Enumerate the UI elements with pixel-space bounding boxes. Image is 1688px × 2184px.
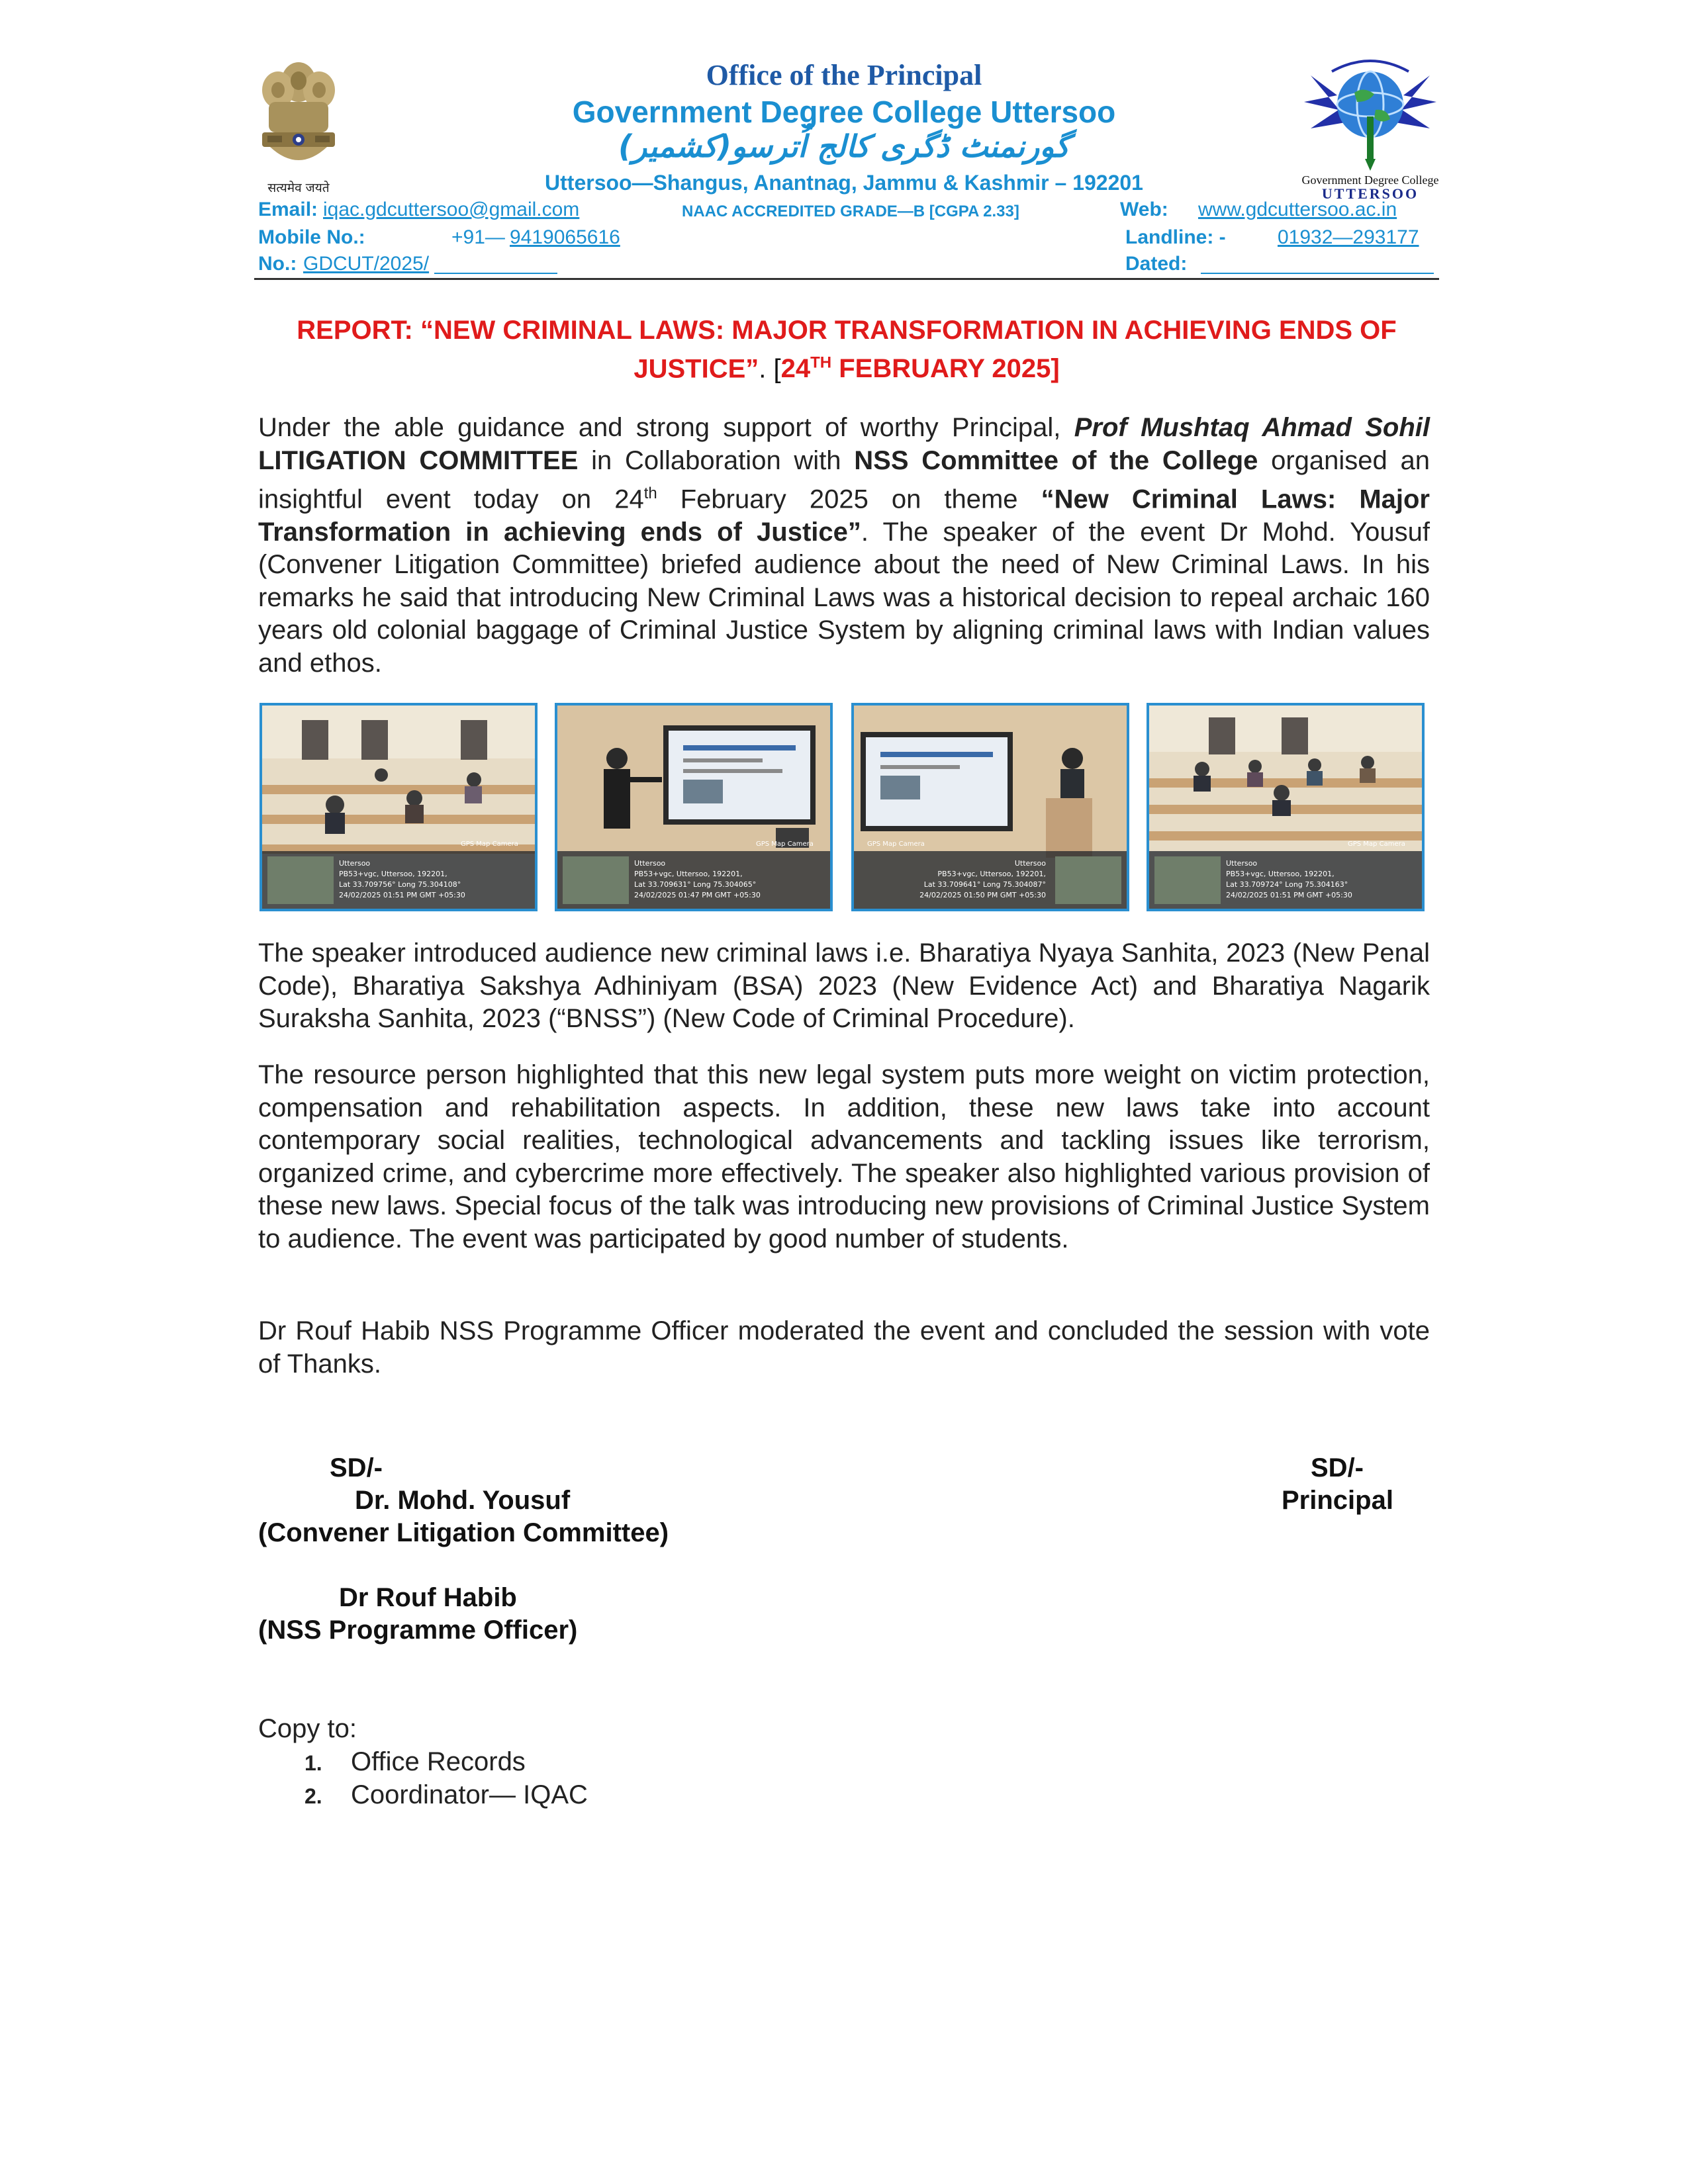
signatory-role-convener: (Convener Litigation Committee) <box>258 1518 669 1547</box>
naac-accreditation: NAAC ACCREDITED GRADE—B [CGPA 2.33] <box>682 203 1019 220</box>
event-photo-1 <box>259 703 538 911</box>
litigation-committee: LITIGATION COMMITTEE <box>258 445 579 475</box>
college-logo <box>1291 56 1450 201</box>
photo-2-badge: GPS Map Camera <box>756 841 814 848</box>
photo-3-caption-place: Uttersoo <box>1014 859 1046 868</box>
header-divider <box>254 278 1439 280</box>
photo-2-caption-time: 24/02/2025 01:47 PM GMT +05:30 <box>634 891 761 899</box>
mobile-label: Mobile No.: <box>258 226 365 248</box>
signatory-name-nss: Dr Rouf Habib <box>339 1583 517 1612</box>
contact-row-email <box>258 199 1435 225</box>
signatory-role-nss: (NSS Programme Officer) <box>258 1615 578 1645</box>
photo-4-caption-place: Uttersoo <box>1226 859 1258 868</box>
photo-3-caption-time: 24/02/2025 01:50 PM GMT +05:30 <box>919 891 1046 899</box>
signature-sd-right: SD/- <box>1311 1453 1364 1482</box>
dated-label: Dated: <box>1125 253 1188 275</box>
photo-1-badge: GPS Map Camera <box>461 841 518 848</box>
contact-row-phone <box>258 226 1435 253</box>
email-link[interactable]: iqac.gdcuttersoo@gmail.com <box>323 199 580 220</box>
photo-1-caption-time: 24/02/2025 01:51 PM GMT +05:30 <box>339 891 465 899</box>
event-photo-4 <box>1147 703 1425 911</box>
photo-4-caption-address: PB53+vgc, Uttersoo, 192201, <box>1226 870 1335 878</box>
report-title-main: REPORT: “NEW CRIMINAL LAWS: MAJOR TRANSFORMATION IN ACHIEVING ENDS OF JUSTICE” <box>297 316 1397 384</box>
signatory-name-convener: Dr. Mohd. Yousuf <box>355 1486 571 1515</box>
web-link[interactable]: www.gdcuttersoo.ac.in <box>1198 199 1397 220</box>
office-title: Office of the Principal <box>706 59 982 91</box>
copy-to-label: Copy to: <box>258 1714 357 1743</box>
photo-3-badge: GPS Map Camera <box>867 841 925 848</box>
college-address: Uttersoo—Shangus, Anantnag, Jammu & Kashmir – 192201 <box>545 171 1143 195</box>
logo-caption-uttersoo: UTTERSOO <box>1321 185 1419 202</box>
report-paragraph-conclusion: Dr Rouf Habib NSS Programme Officer moderated the event and concluded the session with vote of Thanks. <box>258 1316 1430 1379</box>
reference-no-value: GDCUT/2025/ <box>303 253 430 275</box>
principal-name: Prof Mushtaq Ahmad Sohil <box>1074 413 1430 442</box>
report-paragraph-laws: The speaker introduced audience new criminal laws i.e. Bharatiya Nyaya Sanhita, 2023 (New Penal Code), Bharatiya Sakshya Adhiniyam (BSA) 2023 (New Evidence Act) and Bharatiya Nagarik Suraksha Sanhita, 2023 (“BNSS”) (New Code of Criminal Procedure). <box>258 938 1430 1033</box>
event-theme: “New Criminal Laws: Major Transformation in achieving ends of Justice” <box>258 484 1430 547</box>
report-paragraph-highlights: The resource person highlighted that this new legal system puts more weight on victim protection, compensation and rehabilitation aspects. In addition, these new laws take into account contemporary social realities, technological advancements and tackling issues like terrorism, organized crime, and cybercrime more effectively. The speaker also highlighted various provision of these new laws. Special focus of the talk was introducing new provisions of Criminal Justice System to audience. The event was participated by good number of students. <box>258 1060 1430 1253</box>
landline-number[interactable]: 01932—293177 <box>1278 226 1419 248</box>
report-paragraph-intro: Under the able guidance and strong support of worthy Principal, Prof Mushtaq Ahmad Sohil LITIGATION COMMITTEE in Collaboration with NSS Committee of the College organised an insightful event today on 24th February 2025 on theme “New Criminal Laws: Major Transformation in achieving ends of Justice”. The speaker of the event Dr Mohd. Yousuf (Convener Litigation Committee) briefed audience about the need of New Criminal Laws. In his remarks he said that introducing New Criminal Laws was a historical decision to repeal archaic 160 years old colonial baggage of Criminal Justice System by aligning criminal laws with Indian values and ethos. <box>258 413 1430 678</box>
web-label: Web: <box>1120 199 1168 220</box>
nss-committee: NSS Committee of the College <box>854 445 1258 475</box>
mobile-prefix: +91— <box>451 226 505 248</box>
photo-4-caption-time: 24/02/2025 01:51 PM GMT +05:30 <box>1226 891 1352 899</box>
landline-label: Landline: - <box>1125 226 1226 248</box>
photo-2-caption-place: Uttersoo <box>634 859 666 868</box>
report-title-date: . [24TH FEBRUARY 2025] <box>759 354 1060 384</box>
college-name: Government Degree College Uttersoo <box>572 95 1116 129</box>
signature-sd-left: SD/- <box>330 1453 383 1482</box>
photo-2-caption-address: PB53+vgc, Uttersoo, 192201, <box>634 870 743 878</box>
copy-to-item: 2. Coordinator— IQAC <box>305 1780 588 1809</box>
emblem-motto: सत्यमेव जयते <box>267 181 330 195</box>
email-label: Email: <box>258 199 318 220</box>
report-title <box>254 314 1439 385</box>
photo-2-caption-latlong: Lat 33.709631° Long 75.304065° <box>634 880 757 889</box>
copy-to-item: 1. Office Records <box>305 1747 526 1776</box>
photo-4-badge: GPS Map Camera <box>1348 841 1405 848</box>
photo-3-caption-address: PB53+vgc, Uttersoo, 192201, <box>937 870 1046 878</box>
photo-3-caption-latlong: Lat 33.709641° Long 75.304087° <box>923 880 1046 889</box>
mobile-number[interactable]: 9419065616 <box>510 226 620 248</box>
logo-caption-college: Government Degree College <box>1301 173 1439 187</box>
signatory-role-principal: Principal <box>1282 1486 1393 1515</box>
photo-1-caption-latlong: Lat 33.709756° Long 75.304108° <box>339 880 461 889</box>
college-name-urdu: گورنمنٹ ڈگری کالج اُترسو(کشمیر) <box>618 128 1070 164</box>
reference-no-label: No.: <box>258 253 297 275</box>
event-photo-3 <box>851 703 1129 911</box>
globe-wings-icon <box>1291 56 1450 175</box>
event-photo-2 <box>555 703 833 911</box>
photo-1-caption-place: Uttersoo <box>339 859 371 868</box>
reference-no-blank <box>434 253 557 274</box>
photo-1-caption-address: PB53+vgc, Uttersoo, 192201, <box>339 870 447 878</box>
photo-4-caption-latlong: Lat 33.709724° Long 75.304163° <box>1226 880 1348 889</box>
contact-row-reference <box>258 253 1435 279</box>
dated-blank <box>1201 253 1434 274</box>
